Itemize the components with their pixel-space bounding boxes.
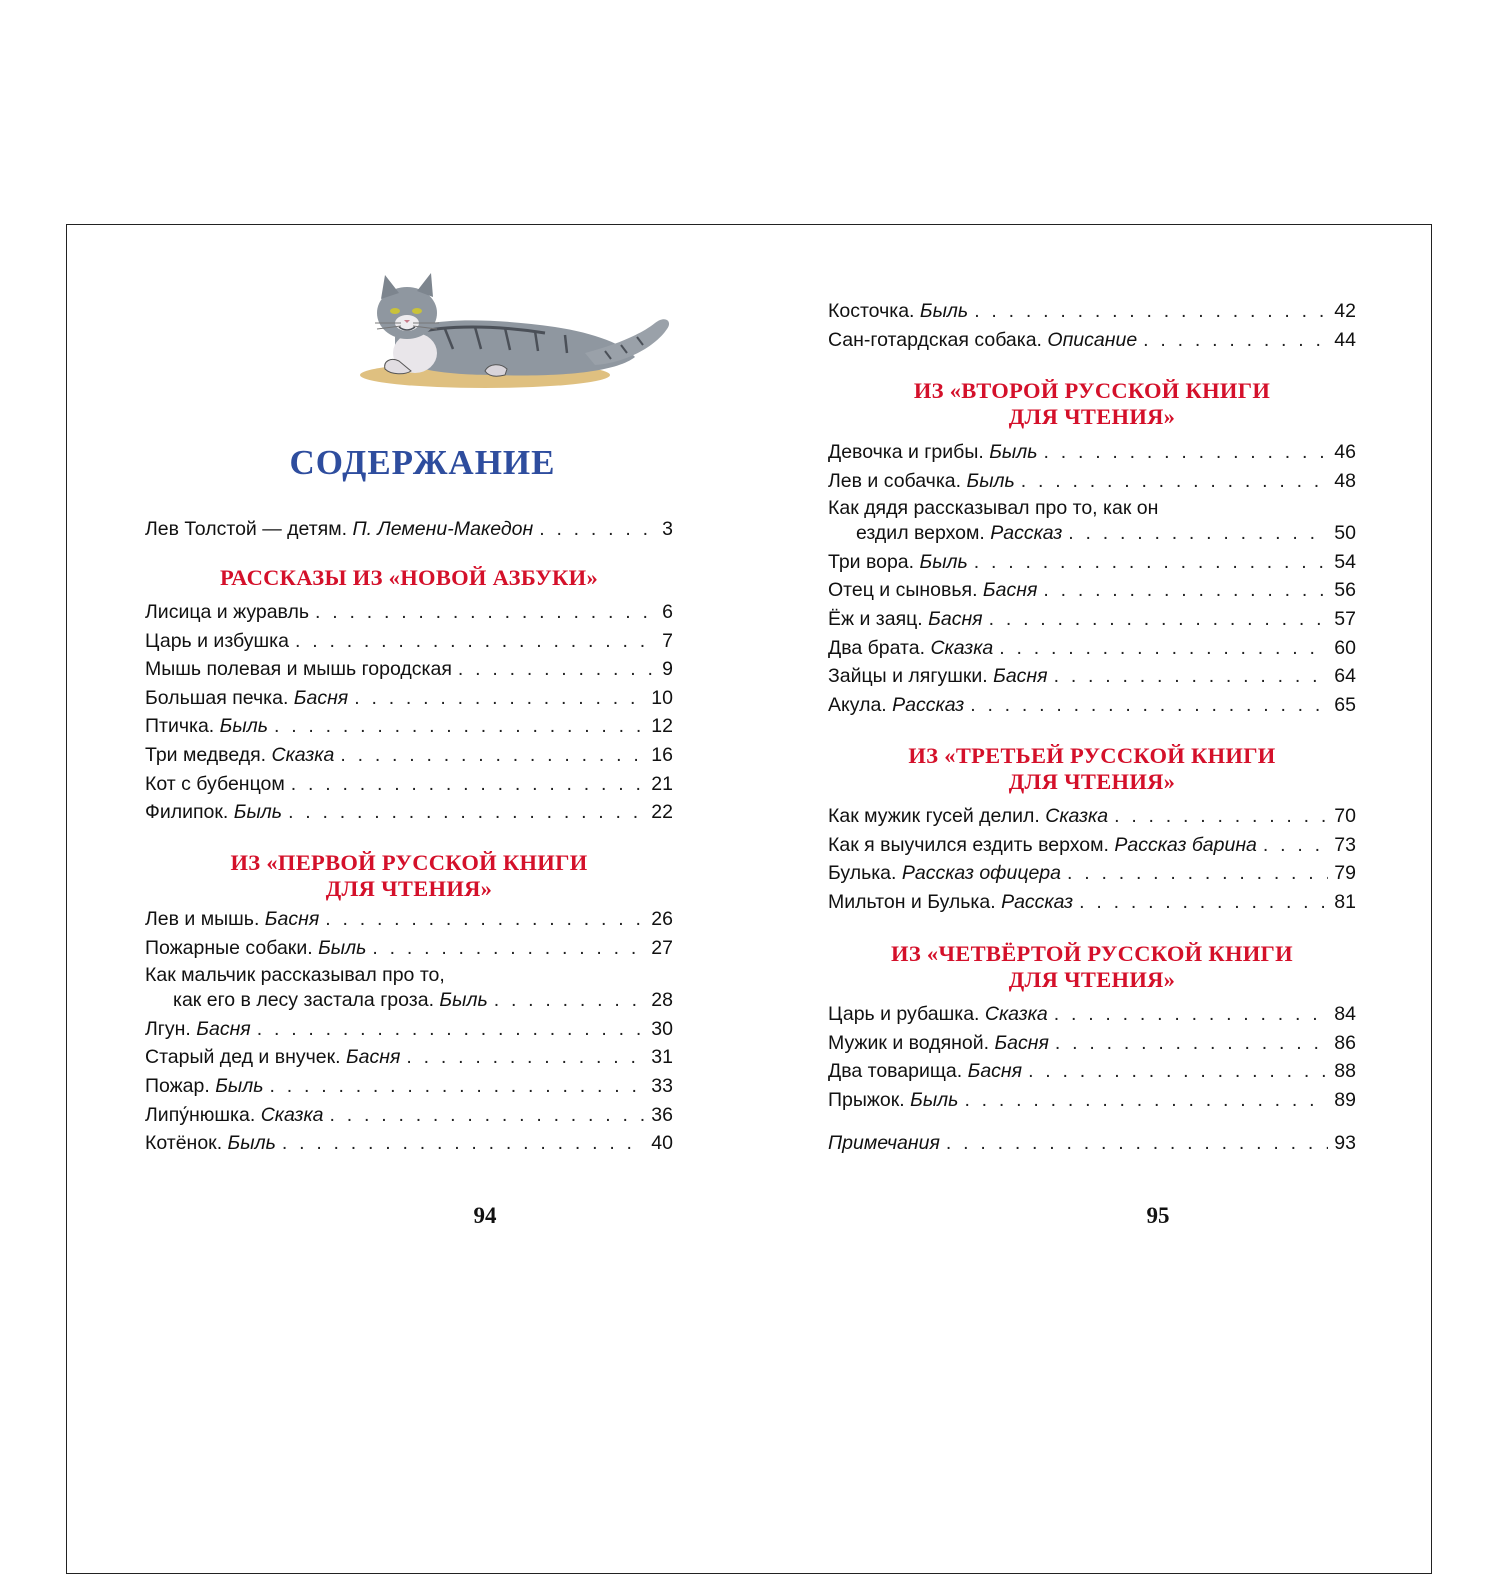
dot-leader [372, 934, 645, 963]
dot-leader [970, 691, 1328, 720]
dot-leader [974, 548, 1329, 577]
toc-entry: Мужик и водяной. Басня . . . 86 [828, 1029, 1356, 1058]
section-heading-line2: ДЛЯ ЧТЕНИЯ» [325, 876, 493, 901]
dot-leader [325, 905, 645, 934]
toc-entry: Мышь полевая и мышь городская . . . 9 [145, 655, 673, 684]
dot-leader [406, 1043, 645, 1072]
toc-section-entries [828, 438, 1356, 719]
entry-first-line: Как дядя рассказывал про то, как он [828, 497, 1159, 520]
dot-leader [1043, 438, 1328, 467]
toc-entry: Кот с бубенцом . . . 21 [145, 770, 673, 799]
toc-section-entries [145, 598, 673, 827]
dot-leader [1114, 802, 1328, 831]
toc-entry: Царь и избушка . . . 7 [145, 627, 673, 656]
toc-entry: Лев и собачка. Быль . . . 48 [828, 467, 1356, 496]
toc-entry: Котёнок. Быль . . . 40 [145, 1129, 673, 1158]
cat-illustration [355, 265, 675, 395]
toc-entry: Лев и мышь. Басня . . . 26 [145, 905, 673, 934]
page-number: 94 [473, 1203, 497, 1228]
toc-entry: Три вора. Быль . . . 54 [828, 548, 1356, 577]
toc-entry: Косточка. Быль . . . 42 [828, 297, 1356, 326]
dot-leader [1043, 576, 1328, 605]
dot-leader [340, 741, 645, 770]
toc-section-entries [828, 802, 1356, 916]
toc-entry: Царь и рубашка. Сказка . . . 84 [828, 1000, 1356, 1029]
dot-leader [1068, 519, 1328, 548]
dot-leader [974, 297, 1328, 326]
dot-leader [1054, 1000, 1329, 1029]
dot-leader [964, 1086, 1328, 1115]
toc-entry: Филипок. Быль . . . 22 [145, 798, 673, 827]
toc-entry: Ёж и заяц. Басня . . . 57 [828, 605, 1356, 634]
notes-entry-block [828, 1129, 1356, 1158]
dot-leader [1028, 1057, 1328, 1086]
toc-entry: Мильтон и Булька. Рассказ . . . 81 [828, 888, 1356, 917]
entry-page-number: 3 [662, 518, 673, 540]
toc-entry: Два брата. Сказка . . . 60 [828, 634, 1356, 663]
toc-entry: Птичка. Быль . . . 12 [145, 712, 673, 741]
toc-section-entries [828, 1000, 1356, 1114]
toc-entry: ездил верхом. Рассказ . . . 50 [828, 519, 1356, 548]
toc-section [828, 941, 1356, 993]
toc-entry-multiline [828, 497, 1356, 548]
toc-entry: Прыжок. Быль . . . 89 [828, 1086, 1356, 1115]
toc-entry-notes: Примечания . . . 93 [828, 1129, 1356, 1158]
toc-entry: Как я выучился ездить верхом. Рассказ барина . . . 73 [828, 831, 1356, 860]
toc-entry: Сан-готардская собака. Описание . . . 44 [828, 326, 1356, 355]
section-heading-line1: ИЗ «ЧЕТВЁРТОЙ РУССКОЙ КНИГИ [891, 941, 1293, 966]
section-heading-line2: ДЛЯ ЧТЕНИЯ» [1008, 967, 1176, 992]
toc-entry: Липу́нюшка. Сказка . . . 36 [145, 1101, 673, 1130]
toc-entry [145, 515, 673, 544]
toc-entry: Акула. Рассказ . . . 65 [828, 691, 1356, 720]
dot-leader [1067, 859, 1328, 888]
dot-leader [1143, 326, 1328, 355]
entry-title: Лев Толстой — детям. П. Лемени-Македон [145, 518, 534, 540]
toc-entry: Пожар. Быль . . . 33 [145, 1072, 673, 1101]
toc-entry: Как мужик гусей делил. Сказка . . . 70 [828, 802, 1356, 831]
section-heading-line2: ДЛЯ ЧТЕНИЯ» [1008, 404, 1176, 429]
toc-entry: Булька. Рассказ офицера . . . 79 [828, 859, 1356, 888]
book-spread [66, 224, 1432, 1574]
dot-leader [354, 684, 645, 713]
dot-leader [257, 1015, 646, 1044]
dot-leader [946, 1129, 1328, 1158]
dot-leader [270, 1072, 646, 1101]
page-number: 95 [1146, 1203, 1170, 1228]
section-heading: РАССКАЗЫ ИЗ «НОВОЙ АЗБУКИ» [219, 565, 598, 590]
toc-section-entries [145, 905, 673, 1158]
section-heading-line2: ДЛЯ ЧТЕНИЯ» [1008, 769, 1176, 794]
toc-entry: Девочка и грибы. Быль . . . 46 [828, 438, 1356, 467]
dot-leader [1021, 467, 1329, 496]
dot-leader [315, 598, 656, 627]
toc-section [145, 565, 673, 591]
dot-leader [1055, 1029, 1328, 1058]
dot-leader [1079, 888, 1328, 917]
toc-entry: Три медведя. Сказка . . . 16 [145, 741, 673, 770]
dot-leader [330, 1101, 646, 1130]
dot-leader [539, 515, 656, 544]
dot-leader [288, 798, 645, 827]
toc-section [828, 378, 1356, 430]
toc-section [145, 850, 673, 902]
dot-leader [989, 605, 1329, 634]
page-title: СОДЕРЖАНИЕ [289, 443, 556, 482]
toc-entry: Старый дед и внучек. Басня . . . 31 [145, 1043, 673, 1072]
dot-leader [282, 1129, 645, 1158]
toc-entry: Лгун. Басня . . . 30 [145, 1015, 673, 1044]
toc-entry: Пожарные собаки. Быль . . . 27 [145, 934, 673, 963]
toc-entry-multiline [145, 964, 673, 1015]
section-heading-line1: ИЗ «ПЕРВОЙ РУССКОЙ КНИГИ [230, 850, 588, 875]
toc-entry: как его в лесу застала гроза. Быль . . . 28 [145, 986, 673, 1015]
dot-leader [1263, 831, 1328, 860]
dot-leader [274, 712, 645, 741]
dot-leader [999, 634, 1328, 663]
toc-entry: Большая печка. Басня . . . 10 [145, 684, 673, 713]
toc-entry: Зайцы и лягушки. Басня . . . 64 [828, 662, 1356, 691]
section-heading-line1: ИЗ «ВТОРОЙ РУССКОЙ КНИГИ [913, 378, 1271, 403]
dot-leader [1054, 662, 1329, 691]
toc-top-entries [828, 297, 1356, 354]
dot-leader [291, 770, 646, 799]
section-heading-line1: ИЗ «ТРЕТЬЕЙ РУССКОЙ КНИГИ [908, 743, 1276, 768]
toc-entry: Отец и сыновья. Басня . . . 56 [828, 576, 1356, 605]
dot-leader [295, 627, 656, 656]
dot-leader [458, 655, 656, 684]
intro-entry-block [145, 515, 673, 544]
dot-leader [494, 986, 646, 1015]
toc-section [828, 743, 1356, 795]
toc-entry: Лисица и журавль . . . 6 [145, 598, 673, 627]
toc-entry: Два товарища. Басня . . . 88 [828, 1057, 1356, 1086]
entry-first-line: Как мальчик рассказывал про то, [145, 964, 445, 987]
